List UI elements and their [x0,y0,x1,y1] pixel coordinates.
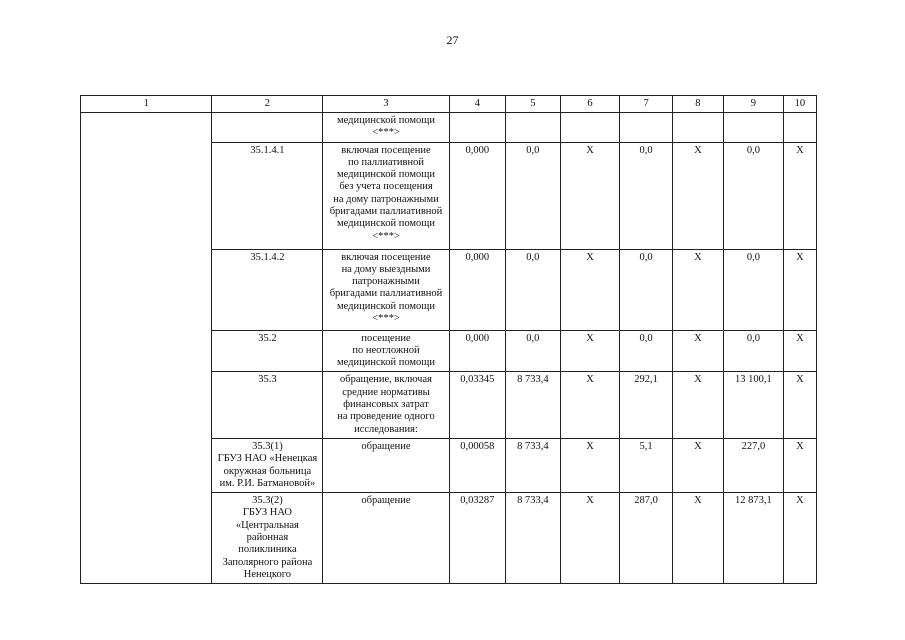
value-cell-c7: 0,0 [620,142,672,249]
header-cell: 3 [323,96,449,113]
value-cell-c8: X [672,493,723,584]
code-cell [212,142,323,249]
value-cell-c5: 0,0 [506,330,560,372]
cell-text-line: на дому выездными [341,263,431,275]
cell-text-line: Ненецкого [243,568,292,580]
value-cell-c6: X [560,249,620,330]
cell-text-line: средние нормативы [342,386,430,398]
value-cell-c10: X [783,493,816,584]
table-row [81,113,817,143]
cell-text-line: патронажными [352,276,420,288]
code-cell [212,330,323,372]
cell-text-line: обращение, включая [340,374,432,386]
cell-text-line: по неотложной [352,344,420,356]
cell-text-line: 35.2 [258,332,277,344]
cell-text-line: окружная больница [223,465,312,477]
cell-text-line: районная [246,532,289,544]
value-cell-c8: X [672,142,723,249]
value-cell-c8: X [672,330,723,372]
cell-text-line: ГБУЗ НАО «Ненецкая [217,453,318,465]
value-cell-c10 [783,113,816,143]
cell-text-line: <***> [372,230,400,242]
value-cell-c5 [506,113,560,143]
value-cell-c10: X [783,142,816,249]
data-table [80,95,817,584]
value-cell-c5: 0,0 [506,142,560,249]
value-cell-c10: X [783,249,816,330]
cell-text-line: медицинской помощи [337,218,435,230]
cell-text-line: исследования: [354,423,418,435]
cell-text-line: на дому патронажными [333,193,439,205]
value-cell-c6 [560,113,620,143]
value-cell-c5: 0,0 [506,249,560,330]
value-cell-c10: X [783,330,816,372]
value-cell-c5: 8 733,4 [506,493,560,584]
value-cell-c9 [724,113,784,143]
cell-text-line: посещение [361,332,411,344]
cell-text-line: медицинской помощи [337,357,435,369]
code-cell [212,113,323,143]
cell-text-line: медицинской помощи [337,300,435,312]
value-cell-c8: X [672,249,723,330]
value-cell-c4: 0,03287 [449,493,506,584]
cell-text-line: финансовых затрат [343,399,429,411]
value-cell-c9: 0,0 [724,249,784,330]
cell-text-line: обращение [361,440,411,452]
description-cell [323,372,449,438]
cell-text-line: <***> [372,313,400,325]
header-row [81,96,817,113]
value-cell-c7: 0,0 [620,330,672,372]
cell-text-line: обращение [361,495,411,507]
value-cell-c8 [672,113,723,143]
cell-text-line: 35.1.4.1 [250,144,285,156]
header-cell: 2 [212,96,323,113]
cell-text-line: 35.3 [258,374,277,386]
description-cell [323,142,449,249]
page-number: 27 [446,33,459,47]
value-cell-c7 [620,113,672,143]
cell-text-line: «Центральная [235,519,299,531]
cell-text-line: 35.3(2) [252,495,283,507]
value-cell-c4 [449,113,506,143]
value-cell-c7: 292,1 [620,372,672,438]
value-cell-c5: 8 733,4 [506,438,560,492]
header-cell: 8 [672,96,723,113]
code-cell [212,493,323,584]
value-cell-c10: X [783,438,816,492]
header-cell: 1 [81,96,212,113]
value-cell-c7: 5,1 [620,438,672,492]
value-cell-c9: 13 100,1 [724,372,784,438]
value-cell-c9: 12 873,1 [724,493,784,584]
value-cell-c4: 0,000 [449,330,506,372]
description-cell [323,249,449,330]
value-cell-c8: X [672,438,723,492]
code-cell [212,249,323,330]
description-cell [323,493,449,584]
cell-text-line: 35.3(1) [252,440,283,452]
header-cell: 4 [449,96,506,113]
value-cell-c6: X [560,438,620,492]
value-cell-c6: X [560,372,620,438]
value-cell-c9: 0,0 [724,330,784,372]
cell-text-line: бригадами паллиативной [329,288,443,300]
header-cell: 9 [724,96,784,113]
cell-text-line: Заполярного района [222,556,313,568]
description-cell [323,113,449,143]
cell-text-line: включая посещение [341,144,431,156]
value-cell-c7: 287,0 [620,493,672,584]
cell-text-line: бригадами паллиативной [329,206,443,218]
value-cell-c9: 0,0 [724,142,784,249]
header-cell: 6 [560,96,620,113]
code-cell [212,438,323,492]
value-cell-c5: 8 733,4 [506,372,560,438]
cell-text-line: медицинской помощи [337,115,435,126]
description-cell [323,438,449,492]
header-cell: 10 [783,96,816,113]
value-cell-c6: X [560,330,620,372]
value-cell-c10: X [783,372,816,438]
cell-text-line: <***> [372,127,400,139]
cell-text-line: без учета посещения [339,181,433,193]
cell-text-line: включая посещение [341,251,431,263]
value-cell-c9: 227,0 [724,438,784,492]
header-cell: 7 [620,96,672,113]
cell-text-line: 35.1.4.2 [250,251,285,263]
value-cell-c6: X [560,493,620,584]
cell-text-line: им. Р.И. Батмановой» [219,477,316,489]
value-cell-c4: 0,00058 [449,438,506,492]
cell-text-line: медицинской помощи [337,169,435,181]
cell-text-line: на проведение одного [337,411,435,423]
value-cell-c8: X [672,372,723,438]
header-cell: 5 [506,96,560,113]
value-cell-c4: 0,000 [449,249,506,330]
value-cell-c6: X [560,142,620,249]
code-cell [212,372,323,438]
table-body [81,113,817,584]
cell-text-line: ГБУЗ НАО [242,507,292,519]
value-cell-c4: 0,000 [449,142,506,249]
col1-cell [81,113,212,584]
cell-text-line: по паллиативной [347,156,424,168]
value-cell-c7: 0,0 [620,249,672,330]
cell-text-line: поликлиника [238,544,297,556]
description-cell [323,330,449,372]
value-cell-c4: 0,03345 [449,372,506,438]
